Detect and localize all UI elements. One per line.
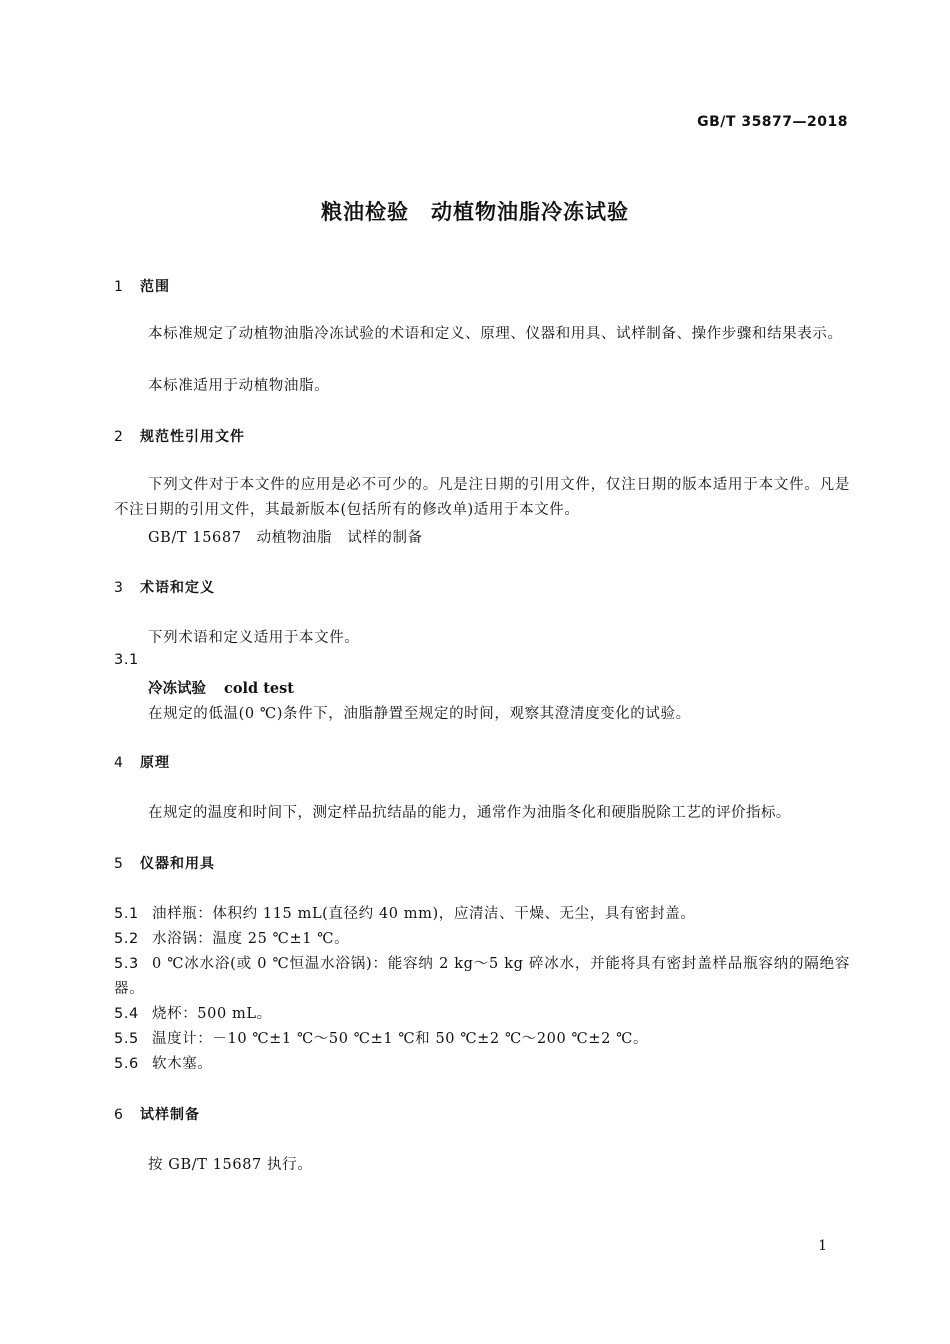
item-number: 5.5 <box>114 1031 139 1047</box>
item-text: 0 ℃冰水浴(或 0 ℃恒温水浴锅)：能容纳 2 kg～5 kg 碎冰水，并能将具有密封盖样品瓶容纳的隔绝容器。 <box>114 956 850 997</box>
apparatus-item <box>114 927 349 948</box>
document-title: 粮油检验 动植物油脂冷冻试验 <box>321 200 629 224</box>
section-title: 规范性引用文件 <box>140 429 245 445</box>
item-number: 5.2 <box>114 931 139 947</box>
section-number: 4 <box>114 755 124 771</box>
apparatus-item <box>114 1002 272 1023</box>
section-heading-5 <box>114 853 215 873</box>
term-chinese: 冷冻试验 <box>148 681 206 697</box>
paragraph-scope: 本标准规定了动植物油脂冷冻试验的术语和定义、原理、仪器和用具、试样制备、操作步骤和结果表示。 <box>148 326 843 342</box>
section-heading-6 <box>114 1104 200 1124</box>
section-heading-2 <box>114 426 245 446</box>
section-heading-4 <box>114 752 170 772</box>
section-number: 2 <box>114 429 124 445</box>
apparatus-item <box>114 1027 648 1048</box>
page-number: 1 <box>818 1238 827 1254</box>
term-entry <box>148 677 294 698</box>
item-text: 水浴锅：温度 25 ℃±1 ℃。 <box>152 931 350 947</box>
item-text: 油样瓶：体积约 115 mL(直径约 40 mm)，应清洁、干燥、无尘，具有密封盖。 <box>152 906 696 922</box>
section-title: 范围 <box>140 279 170 295</box>
item-text: 温度计：－10 ℃±1 ℃～50 ℃±1 ℃和 50 ℃±2 ℃～200 ℃±2 ℃。 <box>152 1031 649 1047</box>
apparatus-item <box>114 902 695 923</box>
section-title: 试样制备 <box>140 1107 200 1123</box>
section-number: 3 <box>114 580 124 596</box>
paragraph-sample-preparation: 按 GB/T 15687 执行。 <box>148 1157 313 1173</box>
section-heading-3 <box>114 577 215 597</box>
term-definition: 在规定的低温(0 ℃)条件下，油脂静置至规定的时间，观察其澄清度变化的试验。 <box>148 706 691 722</box>
item-text: 烧杯：500 mL。 <box>152 1006 272 1022</box>
apparatus-item <box>114 1052 212 1073</box>
section-number: 6 <box>114 1107 124 1123</box>
section-title: 仪器和用具 <box>140 856 215 872</box>
reference-entry: GB/T 15687 动植物油脂 试样的制备 <box>148 530 423 546</box>
paragraph-principle: 在规定的温度和时间下，测定样品抗结晶的能力，通常作为油脂冬化和硬脂脱除工艺的评价指标。 <box>148 805 791 821</box>
term-english: cold test <box>224 680 294 697</box>
item-text: 软木塞。 <box>152 1056 213 1072</box>
item-number: 5.4 <box>114 1006 139 1022</box>
section-number: 5 <box>114 856 124 872</box>
clause-number: 3.1 <box>114 652 139 668</box>
item-number: 5.1 <box>114 906 139 922</box>
paragraph-normative-references: 下列文件对于本文件的应用是必不可少的。凡是注日期的引用文件，仅注日期的版本适用于本文件。凡是不注日期的引用文件，其最新版本(包括所有的修改单)适用于本文件。 <box>114 477 850 518</box>
paragraph-scope-applicability: 本标准适用于动植物油脂。 <box>148 378 330 394</box>
paragraph-terms-intro: 下列术语和定义适用于本文件。 <box>148 630 360 646</box>
section-number: 1 <box>114 279 124 295</box>
item-number: 5.3 <box>114 956 139 972</box>
standard-number: GB/T 35877—2018 <box>697 114 848 130</box>
apparatus-item <box>114 952 850 1002</box>
section-title: 术语和定义 <box>140 580 215 596</box>
section-title: 原理 <box>140 755 170 771</box>
section-heading-1 <box>114 276 170 296</box>
item-number: 5.6 <box>114 1056 139 1072</box>
